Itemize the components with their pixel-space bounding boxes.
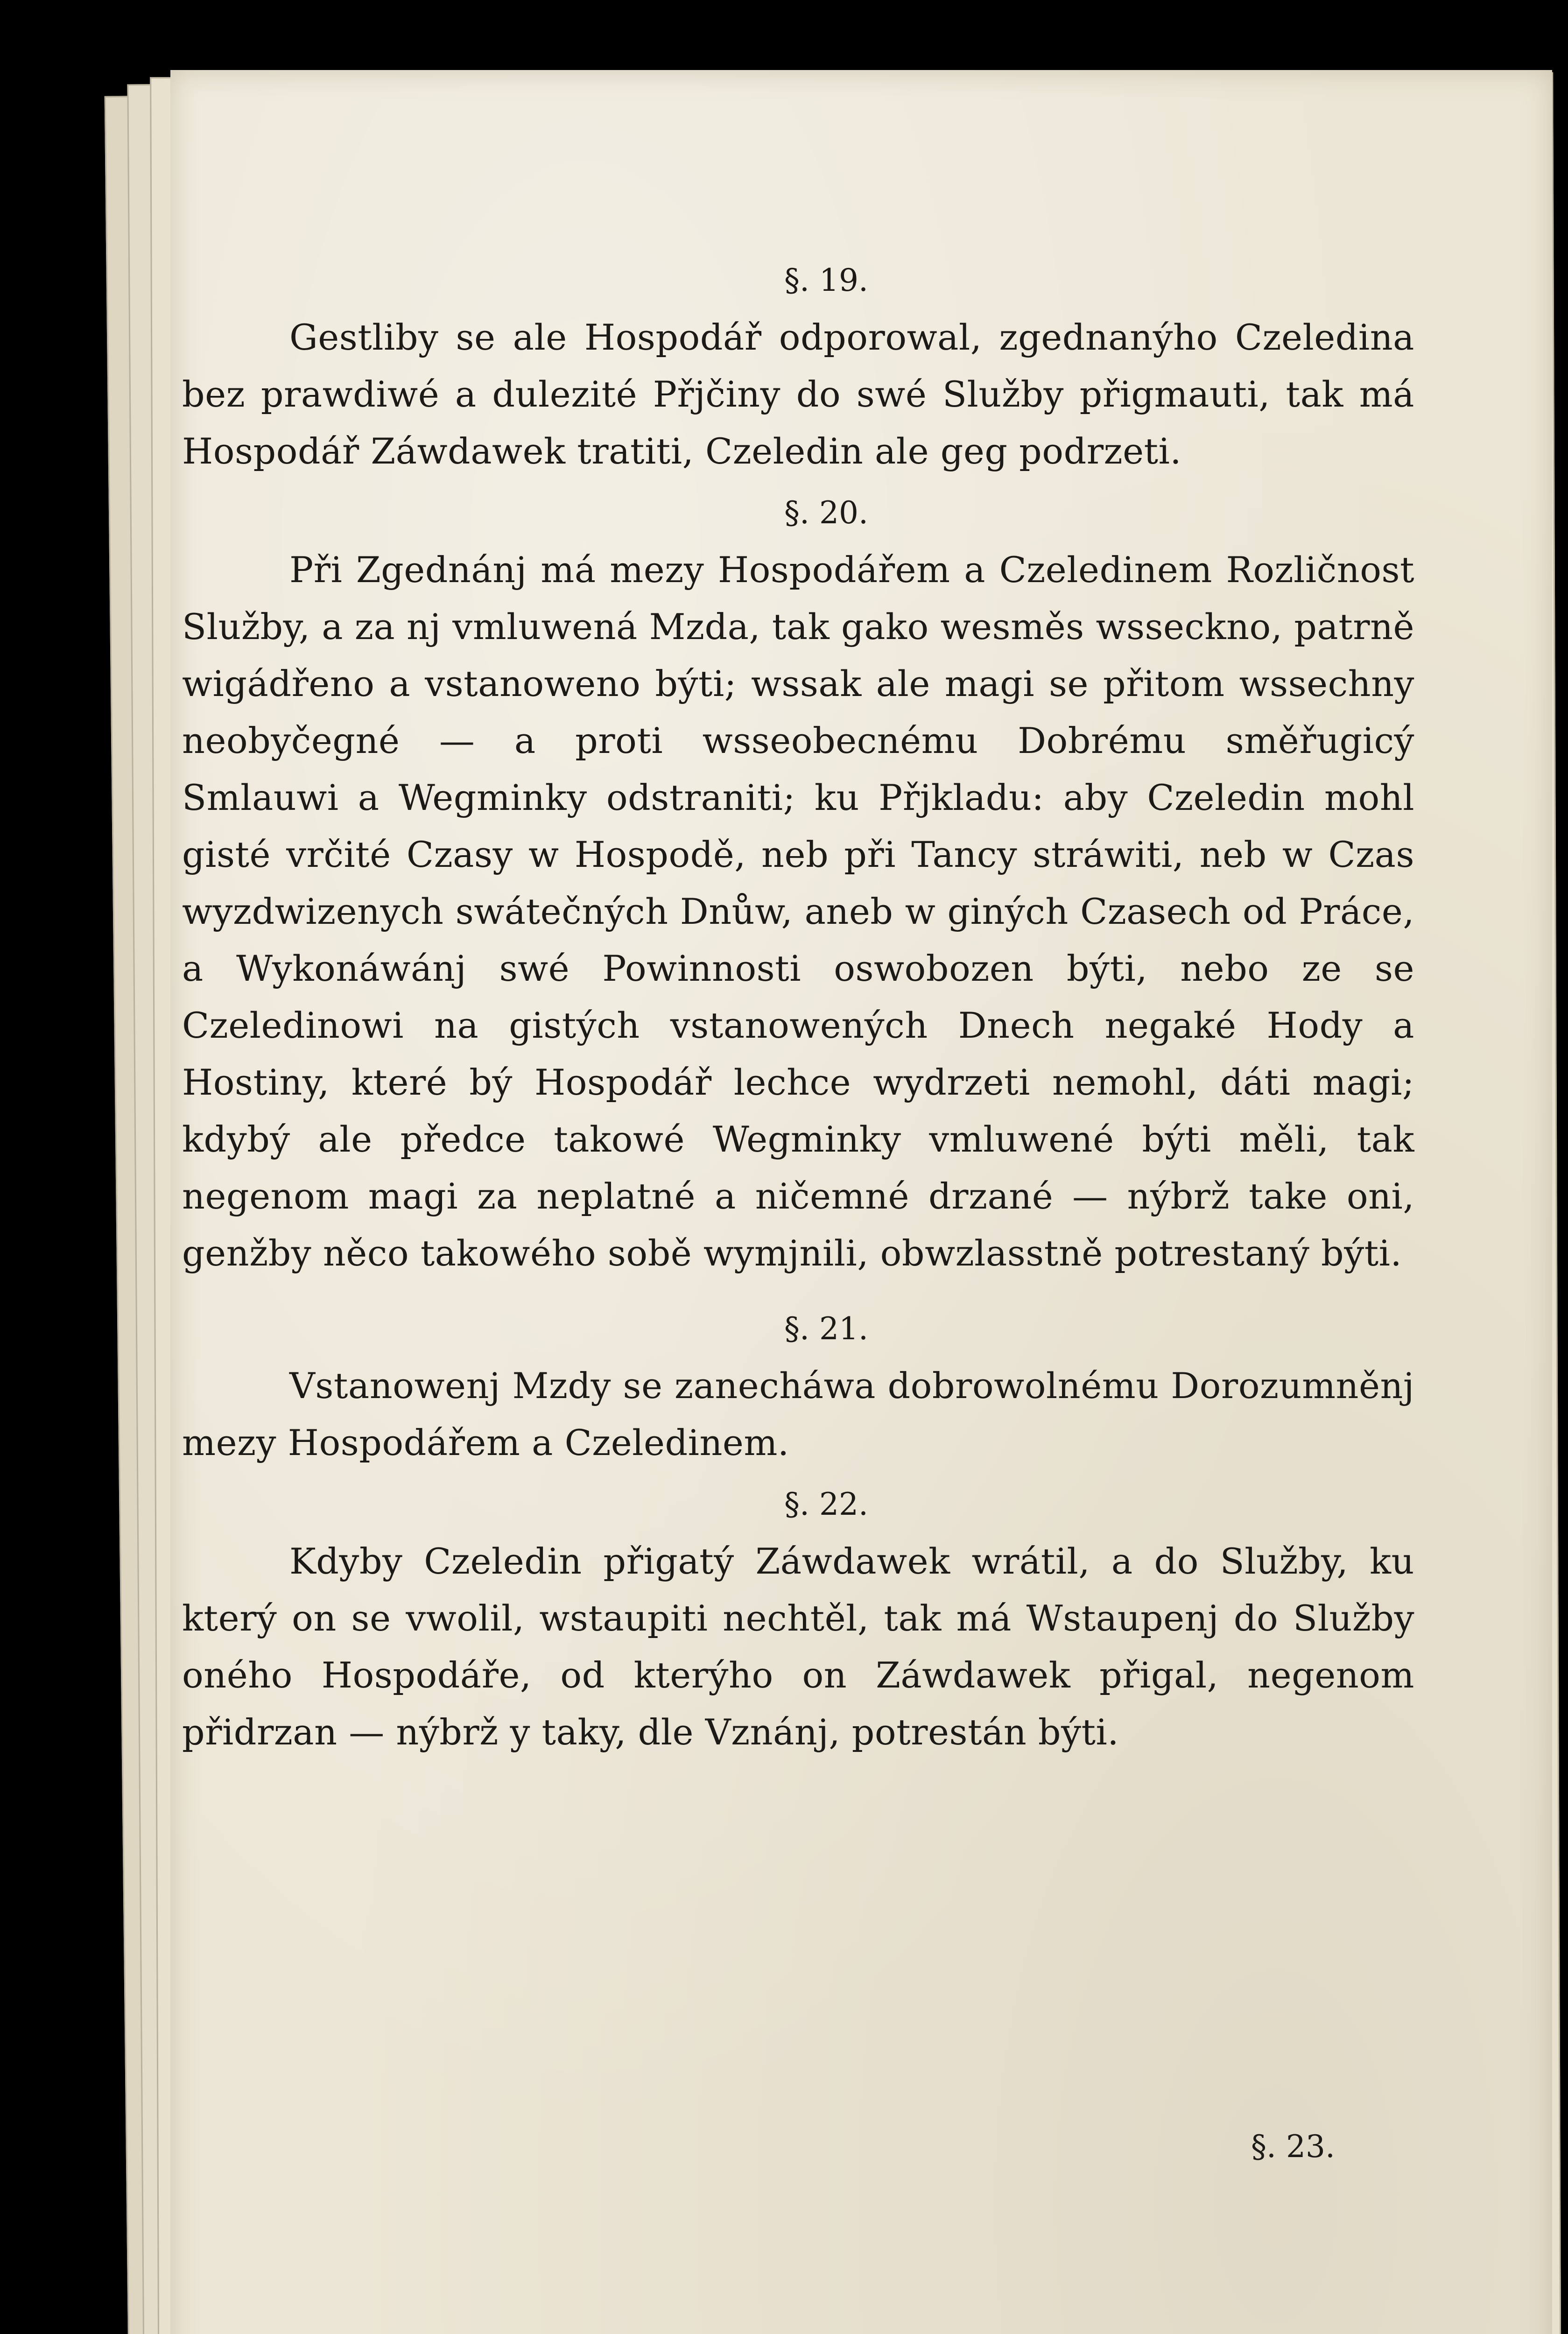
section-paragraph: Gestliby se ale Hospodář odporowal, zgednanýho Czeledina bez prawdiwé a dulezité Přjčiny do swé Služby přigmauti, tak má Hospodář Záwdawek tratiti, Czeledin ale geg podrzeti. <box>182 316 1414 472</box>
catchword: §. 23. <box>1251 2129 1335 2165</box>
section-heading: §. 20. <box>784 495 868 531</box>
section-heading: §. 22. <box>784 1486 868 1522</box>
section-heading: §. 21. <box>784 1311 868 1347</box>
section-heading: §. 19. <box>784 262 868 298</box>
section-paragraph: Při Zgednánj má mezy Hospodářem a Czeledinem Rozličnost Služby, a za nj vmluwená Mzda, tak gako wesměs wsseckno, patrně wigádřeno a vstanoweno býti; wssak ale magi se přitom wssechny neobyčegné — a proti wsseobecnému Dobrému směřugicý Smlauwi a Wegminky odstraniti; ku Přjkladu: aby Czeledin mohl gisté vrčité Czasy w Hospodě, neb při Tancy stráwiti, neb w Czas wyzdwizenych swátečných Dnůw, aneb w giných Czasech od Práce, a Wykonáwánj swé Powinnosti oswobozen býti, nebo ze se Czeledinowi na gistých vstanowených Dnech negaké Hody a Hostiny, které bý Hospodář lechce wydrzeti nemohl, dáti magi; kdybý ale předce takowé Wegminky vmluwené býti měli, tak negenom magi za neplatné a ničemné drzané — nýbrž take oni, genžby něco takowého sobě wymjnili, obwzlasstně potrestaný býti. <box>182 549 1414 1274</box>
section-paragraph: Kdyby Czeledin přigatý Záwdawek wrátil, a do Služby, ku který on se vwolil, wstaupiti nechtěl, tak má Wstaupenj do Služby oného Hospodáře, od kterýho on Záwdawek přigal, negenom přidrzan — nýbrž y taky, dle Vznánj, potrestán býti. <box>182 1540 1414 1753</box>
section-paragraph: Vstanowenj Mzdy se zanecháwa dobrowolnému Dorozumněnj mezy Hospodářem a Czeledinem. <box>182 1365 1414 1463</box>
page-body <box>182 252 1414 1761</box>
